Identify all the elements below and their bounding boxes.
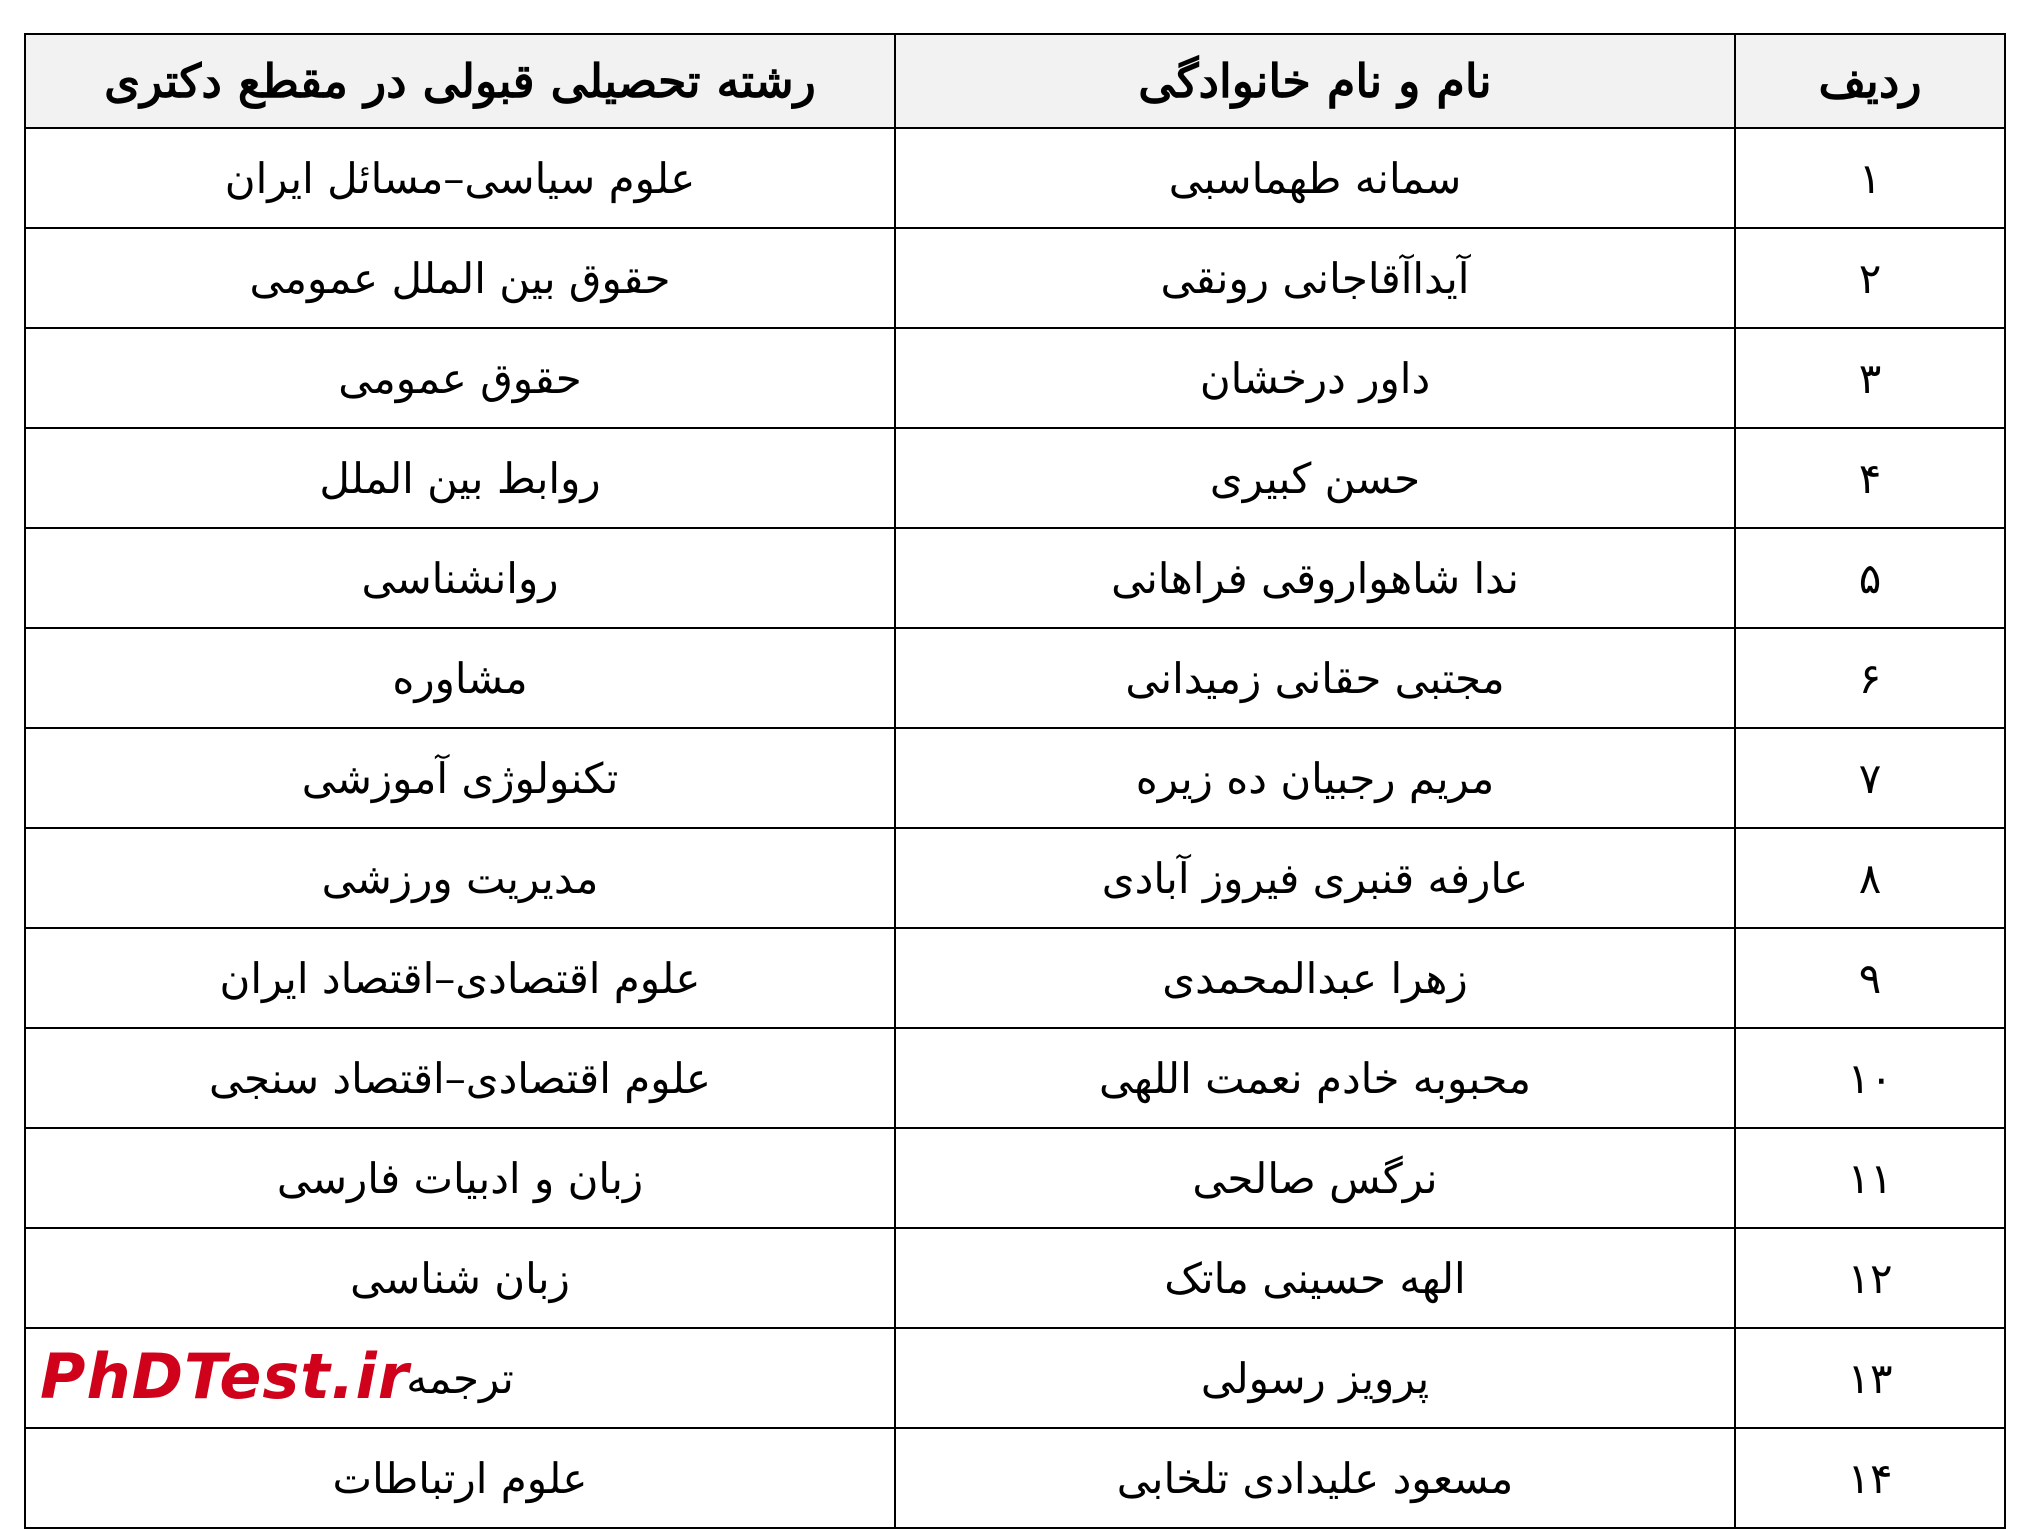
table-row: [25, 1028, 2005, 1128]
table-row: [25, 828, 2005, 928]
field-of-study-cell: علوم اقتصادی–اقتصاد سنجی: [25, 1028, 895, 1128]
row-number-cell: ۸: [1735, 828, 2005, 928]
field-of-study-cell: علوم سیاسی–مسائل ایران: [25, 128, 895, 228]
row-number-cell: ۱۴: [1735, 1428, 2005, 1528]
table-row: [25, 528, 2005, 628]
table-row: [25, 1428, 2005, 1528]
table-header-row: [25, 34, 2005, 128]
full-name-cell: پرویز رسولی: [895, 1328, 1735, 1428]
field-of-study-cell: مشاوره: [25, 628, 895, 728]
full-name-cell: داور درخشان: [895, 328, 1735, 428]
table-row: [25, 1128, 2005, 1228]
full-name-cell: زهرا عبدالمحمدی: [895, 928, 1735, 1028]
admission-results-table: [24, 33, 2006, 1529]
field-of-study-cell: حقوق عمومی: [25, 328, 895, 428]
watermark-logo: PhDTest.ir: [40, 1340, 410, 1414]
field-of-study-cell-with-watermark: [25, 1328, 895, 1428]
table-row: [25, 1228, 2005, 1328]
table-row: [25, 928, 2005, 1028]
table-row: [25, 328, 2005, 428]
full-name-cell: عارفه قنبری فیروز آبادی: [895, 828, 1735, 928]
header-field-of-study: رشته تحصیلی قبولی در مقطع دکتری: [25, 34, 895, 128]
field-of-study-cell: مدیریت ورزشی: [25, 828, 895, 928]
field-of-study-cell: حقوق بین الملل عمومی: [25, 228, 895, 328]
field-of-study-cell: زبان و ادبیات فارسی: [25, 1128, 895, 1228]
full-name-cell: مجتبی حقانی زمیدانی: [895, 628, 1735, 728]
row-number-cell: ۱۰: [1735, 1028, 2005, 1128]
full-name-cell: سمانه طهماسبی: [895, 128, 1735, 228]
field-of-study-cell: روانشناسی: [25, 528, 895, 628]
row-number-cell: ۲: [1735, 228, 2005, 328]
row-number-cell: ۴: [1735, 428, 2005, 528]
full-name-cell: آیداآقاجانی رونقی: [895, 228, 1735, 328]
full-name-cell: مسعود علیدادی تلخابی: [895, 1428, 1735, 1528]
full-name-cell: نرگس صالحی: [895, 1128, 1735, 1228]
table-row: [25, 128, 2005, 228]
field-of-study-cell: علوم اقتصادی–اقتصاد ایران: [25, 928, 895, 1028]
field-of-study-cell: تکنولوژی آموزشی: [25, 728, 895, 828]
header-row-number: ردیف: [1735, 34, 2005, 128]
row-number-cell: ۳: [1735, 328, 2005, 428]
full-name-cell: حسن کبیری: [895, 428, 1735, 528]
row-number-cell: ۷: [1735, 728, 2005, 828]
full-name-cell: الهه حسینی ماتک: [895, 1228, 1735, 1328]
table-row: [25, 428, 2005, 528]
row-number-cell: ۱: [1735, 128, 2005, 228]
table-row: [25, 728, 2005, 828]
row-number-cell: ۹: [1735, 928, 2005, 1028]
header-full-name: نام و نام خانوادگی: [895, 34, 1735, 128]
table-row: [25, 628, 2005, 728]
table-row: [25, 228, 2005, 328]
row-number-cell: ۱۲: [1735, 1228, 2005, 1328]
row-number-cell: ۱۳: [1735, 1328, 2005, 1428]
field-of-study-cell: علوم ارتباطات: [25, 1428, 895, 1528]
field-of-study-cell: زبان شناسی: [25, 1228, 895, 1328]
row-number-cell: ۵: [1735, 528, 2005, 628]
row-number-cell: ۱۱: [1735, 1128, 2005, 1228]
table-row: [25, 1328, 2005, 1428]
row-number-cell: ۶: [1735, 628, 2005, 728]
full-name-cell: ندا شاهوارو‌قی فراهانی: [895, 528, 1735, 628]
field-of-study-text: ترجمه: [406, 1353, 514, 1403]
full-name-cell: مریم رجبیان ده زیره: [895, 728, 1735, 828]
full-name-cell: محبوبه خادم نعمت اللهی: [895, 1028, 1735, 1128]
field-of-study-cell: روابط بین الملل: [25, 428, 895, 528]
